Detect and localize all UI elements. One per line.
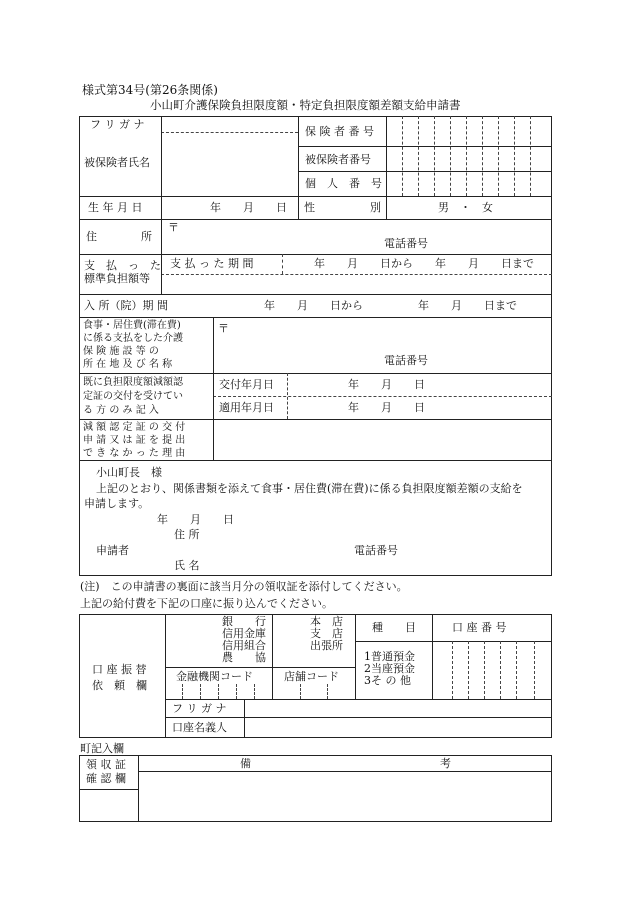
form-number: 様式第34号(第26条関係) (82, 83, 218, 97)
facility-postal-mark: 〒 (218, 322, 229, 335)
office-use-title: 町記入欄 (80, 742, 124, 755)
admission-period-label: 入 所（院）期 間 (84, 299, 168, 312)
apply-date-value: 年 月 日 (348, 401, 425, 414)
issue-date-label: 交付年月日 (219, 378, 274, 391)
bank-section-label: 口 座 振 替 依 頼 欄 (92, 663, 147, 692)
furigana-label: フ リ ガ ナ (90, 118, 145, 131)
applicant-name-label: 氏 名 (174, 559, 200, 572)
branch-code-label: 店舗コード (284, 670, 339, 683)
sex-label: 性 (304, 201, 315, 214)
receipt-check-label: 領 収 証 確 認 欄 (86, 758, 126, 785)
postal-mark: 〒 (168, 221, 179, 234)
personal-number-label: 個 人 番 号 (305, 177, 382, 190)
apply-date-label: 適用年月日 (219, 401, 274, 414)
payment-label: 支 払 っ た 標準負担額等 (84, 259, 161, 285)
holder-furigana-label: フ リ ガ ナ (172, 702, 227, 715)
remarks-label-2: 考 (440, 757, 451, 770)
declaration-text-1: 上記のとおり、関係書類を添えて食事・居住費(滞在費)に係る負担限度額差額の支給を (96, 482, 523, 495)
remarks-label-1: 備 (240, 757, 251, 770)
office-use-table (79, 755, 552, 822)
admission-period-value: 年 月 日から 年 月 日まで (264, 299, 517, 312)
application-date: 年 月 日 (157, 513, 234, 526)
applicant-address-label: 住 所 (174, 528, 200, 541)
birth-date-value: 年 月 日 (210, 201, 287, 214)
insured-number-label: 被保険者番号 (305, 153, 371, 166)
phone-label: 電話番号 (384, 237, 428, 250)
addressee: 小山町長 様 (96, 466, 162, 479)
certificate-label: 既に負担限度額減額認 定証の交付を受けてい る 方 の み 記 入 (83, 377, 183, 416)
branch-types: 本 店 支 店 出張所 (310, 615, 343, 652)
transfer-instruction: 上記の給付費を下記の口座に振り込んでください。 (80, 597, 333, 610)
applicant-label: 申請者 (96, 544, 129, 557)
insurer-number-label: 保 険 者 番 号 (305, 125, 374, 138)
address-label: 住 所 (86, 230, 152, 243)
issue-date-value: 年 月 日 (348, 378, 425, 391)
birth-date-label: 生 年 月 日 (88, 201, 143, 214)
reason-label: 減 額 認 定 証 の 交 付 申 請 又 は 証 を 提 出 で き な か っ た 理 由 (83, 422, 186, 459)
note-text: (注) この申請書の裏面に該当月分の領収証を添付してください。 (80, 580, 408, 593)
facility-label: 食事・居住費(滞在費) に係る支払をした介護 保 険 施 設 等 の 所 在 地 及 び 名 称 (83, 320, 183, 370)
account-holder-label: 口座名義人 (172, 721, 227, 734)
insured-name-label: 被保険者氏名 (84, 156, 150, 169)
declaration-text-2: 申請します。 (84, 497, 150, 510)
payment-period-value: 年 月 日から 年 月 日まで (314, 257, 534, 270)
sex-label-2: 別 (370, 201, 381, 214)
applicant-phone-label: 電話番号 (354, 544, 398, 557)
sex-options: 男 ・ 女 (438, 201, 493, 214)
institution-types: 銀 行 信用金庫 信用組合 農 協 (222, 615, 266, 664)
facility-phone-label: 電話番号 (384, 354, 428, 367)
account-type-header: 種 目 (372, 621, 416, 634)
account-type-options: 1普通預金 2当座預金 3そ の 他 (364, 650, 415, 687)
institution-code-label: 金融機関コード (176, 670, 253, 683)
account-number-header: 口 座 番 号 (452, 621, 507, 634)
payment-period-label: 支 払 っ た 期 間 (170, 257, 254, 270)
form-title: 小山町介護保険負担限度額・特定負担限度額差額支給申請書 (150, 98, 461, 112)
